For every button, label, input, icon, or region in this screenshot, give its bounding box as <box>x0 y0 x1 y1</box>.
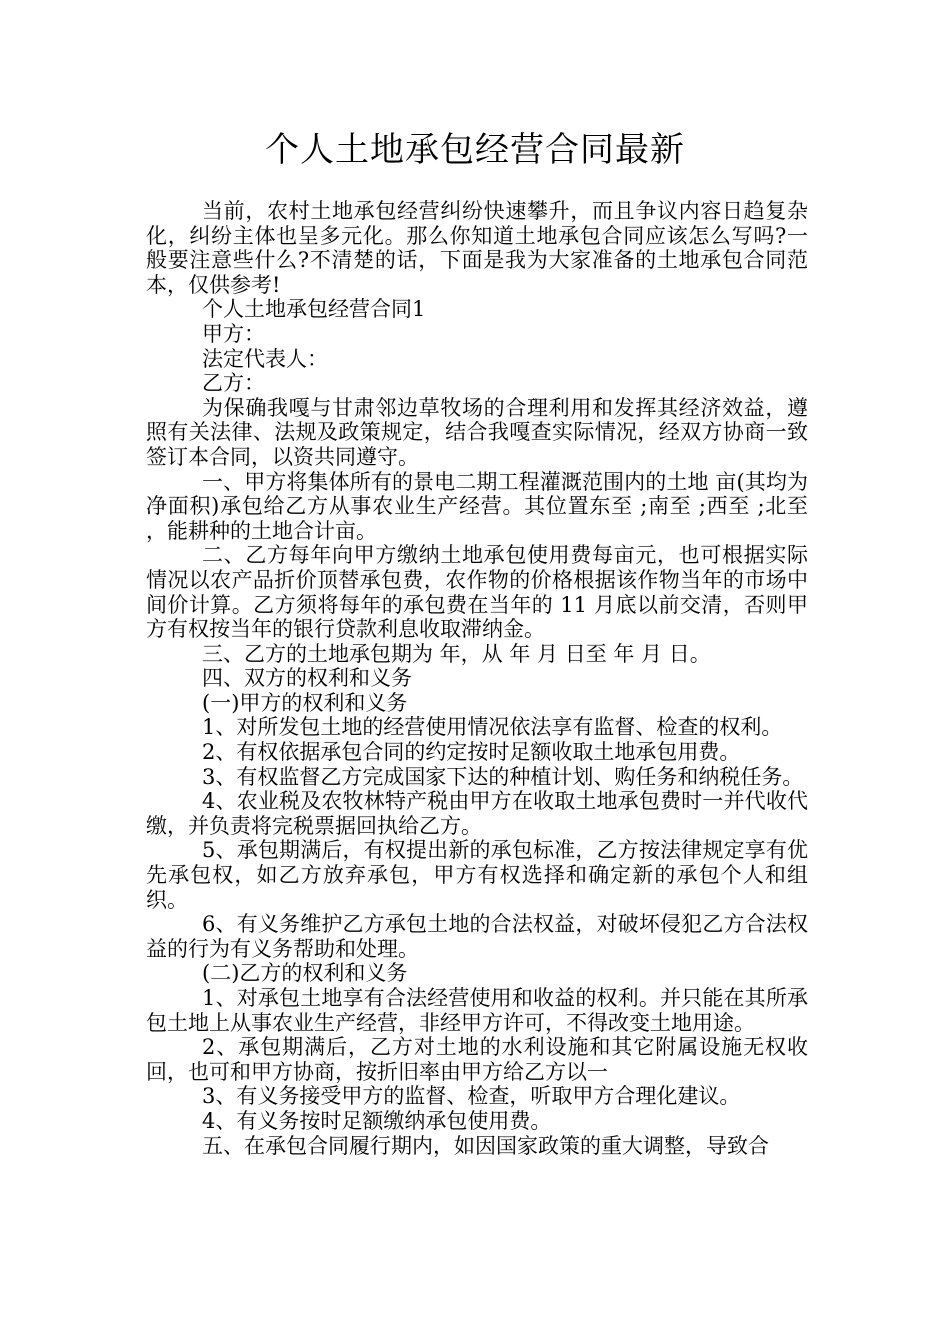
paragraph-party-a-item-4: 4、农业税及农牧林特产税由甲方在收取土地承包费时一并代收代缴，并负责将完税票据回执给乙方。 <box>146 789 808 838</box>
paragraph-clause-5: 五、在承包合同履行期内，如因国家政策的重大调整，导致合 <box>202 1133 769 1158</box>
paragraph-legal-representative: 法定代表人： <box>202 346 328 371</box>
document-title: 个人土地承包经营合同最新 <box>265 130 685 170</box>
paragraph-preamble: 为保确我嘎与甘肃邻边草牧场的合理利用和发挥其经济效益，遵照有关法律、法规及政策规定，结合我嘎查实际情况，经双方协商一致签订本合同，以资共同遵守。 <box>146 395 808 469</box>
paragraph-party-b-item-4: 4、有义务按时足额缴纳承包使用费。 <box>202 1108 552 1133</box>
paragraph-contract-heading: 个人土地承包经营合同1 <box>202 297 426 322</box>
paragraph-party-a-item-2: 2、有权依据承包合同的约定按时足额收取土地承包用费。 <box>202 740 741 765</box>
paragraph-party-b: 乙方： <box>202 371 265 396</box>
paragraph-party-a-item-5: 5、承包期满后，有权提出新的承包标准，乙方按法律规定享有优先承包权，如乙方放弃承包，甲方有权选择和确定新的承包个人和组织。 <box>146 838 808 912</box>
paragraph-party-b-rights-heading: (二)乙方的权利和义务 <box>202 961 408 986</box>
paragraph-party-a-item-6: 6、有义务维护乙方承包土地的合法权益，对破坏侵犯乙方合法权益的行为有义务帮助和处理。 <box>146 912 808 961</box>
paragraph-party-b-item-3: 3、有义务接受甲方的监督、检查，听取甲方合理化建议。 <box>202 1084 741 1109</box>
paragraph-clause-3: 三、乙方的土地承包期为 年，从 年 月 日至 年 月 日。 <box>202 641 711 666</box>
paragraph-party-a-rights-heading: (一)甲方的权利和义务 <box>202 690 408 715</box>
paragraph-intro: 当前，农村土地承包经营纠纷快速攀升，而且争议内容日趋复杂化，纠纷主体也呈多元化。那么你知道土地承包合同应该怎么写吗?一般要注意些什么?不清楚的话，下面是我为大家准备的土地承包合同范本，仅供参考! <box>146 199 808 297</box>
paragraph-clause-4-heading: 四、双方的权利和义务 <box>202 666 412 691</box>
paragraph-clause-2: 二、乙方每年向甲方缴纳土地承包使用费每亩元，也可根据实际情况以农产品折价顶替承包费，农作物的价格根据该作物当年的市场中间价计算。乙方须将每年的承包费在当年的 11 月底以前交清，否则甲方有权按当年的银行贷款利息收取滞纳金。 <box>146 543 808 642</box>
paragraph-party-a-item-3: 3、有权监督乙方完成国家下达的种植计划、购任务和纳税任务。 <box>202 764 804 789</box>
paragraph-party-a: 甲方： <box>202 321 265 346</box>
paragraph-clause-1: 一、甲方将集体所有的景电二期工程灌溉范围内的土地 亩(其均为净面积)承包给乙方从事农业生产经营。其位置东至 ;南至 ;西至 ;北至 ，能耕种的土地合计亩。 <box>146 469 808 543</box>
document-body <box>146 199 808 1158</box>
paragraph-party-a-item-1: 1、对所发包土地的经营使用情况依法享有监督、检查的权利。 <box>202 715 783 740</box>
paragraph-party-b-item-2: 2、承包期满后，乙方对土地的水利设施和其它附属设施无权收回，也可和甲方协商，按折旧率由甲方给乙方以一 <box>146 1035 808 1084</box>
paragraph-party-b-item-1: 1、对承包土地享有合法经营使用和收益的权利。并只能在其所承包土地上从事农业生产经营，非经甲方许可，不得改变土地用途。 <box>146 986 808 1035</box>
